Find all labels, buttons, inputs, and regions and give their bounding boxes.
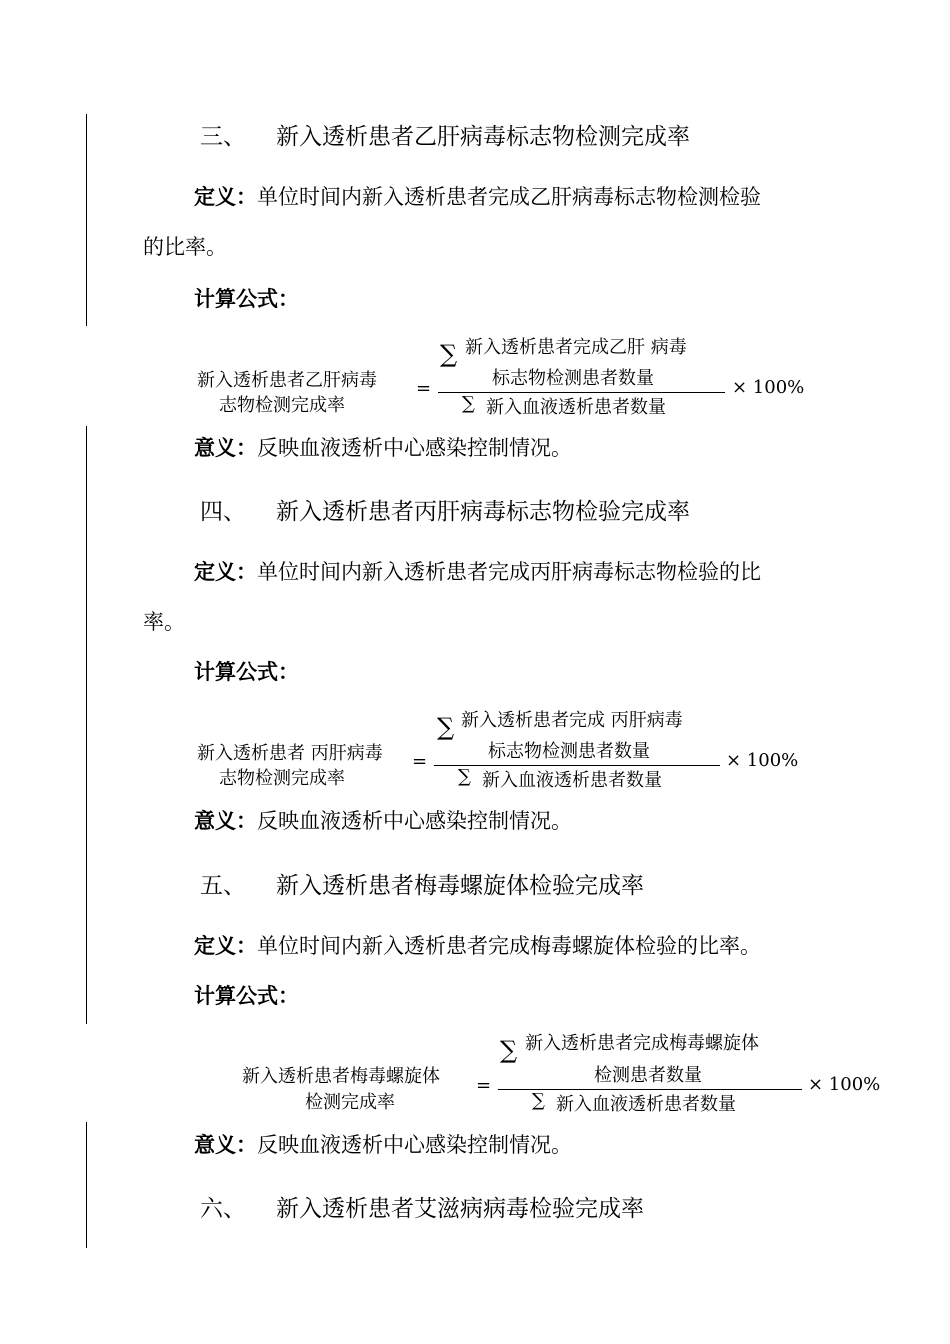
- formula-equals: =: [412, 751, 428, 772]
- section-number: 四、: [200, 499, 246, 525]
- meaning-3: [194, 432, 572, 462]
- formula-label-4: [194, 656, 299, 686]
- formula-label: 计算公式：: [194, 984, 299, 1008]
- formula-numerator-line2: 标志物检测患者数量: [492, 368, 654, 389]
- formula-label-3: [194, 283, 299, 313]
- definition-4-cont: 率。: [143, 610, 185, 634]
- formula-denominator-sigma: ∑: [458, 766, 471, 787]
- formula-lhs-line1: 新入透析患者乙肝病毒: [197, 370, 377, 391]
- meaning-label: 意义：: [194, 436, 257, 460]
- definition-text: 单位时间内新入透析患者完成丙肝病毒标志物检验的比: [257, 560, 761, 584]
- definition-3: [194, 181, 761, 211]
- formula-equals: =: [476, 1075, 492, 1096]
- formula-lhs-line1: 新入透析患者 丙肝病毒: [197, 743, 383, 764]
- meaning-label: 意义：: [194, 1133, 257, 1157]
- meaning-text: 反映血液透析中心感染控制情况。: [257, 1133, 572, 1157]
- definition-label: 定义：: [194, 560, 257, 584]
- section-number: 五、: [200, 873, 246, 899]
- formula-lhs-line2: 检测完成率: [305, 1092, 395, 1113]
- section-heading-5: [200, 867, 644, 900]
- definition-3-cont: 的比率。: [143, 235, 227, 259]
- sigma-symbol: ∑: [437, 713, 455, 741]
- formula-numerator-line2: 标志物检测患者数量: [488, 741, 650, 762]
- definition-5: [194, 930, 761, 960]
- revision-bar-1: [86, 114, 87, 326]
- definition-text: 单位时间内新入透析患者完成乙肝病毒标志物检测检验: [257, 185, 761, 209]
- definition-text: 单位时间内新入透析患者完成梅毒螺旋体检验的比率。: [257, 934, 761, 958]
- sigma-symbol: ∑: [500, 1036, 518, 1064]
- definition-label: 定义：: [194, 185, 257, 209]
- formula-label: 计算公式：: [194, 287, 299, 311]
- meaning-label: 意义：: [194, 809, 257, 833]
- formula-label: 计算公式：: [194, 660, 299, 684]
- definition-label: 定义：: [194, 934, 257, 958]
- formula-denominator: 新入血液透析患者数量: [556, 1094, 736, 1115]
- formula-equals: =: [416, 378, 432, 399]
- formula-denominator-sigma: ∑: [532, 1090, 545, 1111]
- formula-lhs-line2: 志物检测完成率: [219, 395, 345, 416]
- section-title: 新入透析患者梅毒螺旋体检验完成率: [276, 873, 644, 899]
- formula-denominator: 新入血液透析患者数量: [486, 397, 666, 418]
- formula-denominator: 新入血液透析患者数量: [482, 770, 662, 791]
- formula-label-5: [194, 980, 299, 1010]
- definition-4: [194, 556, 761, 586]
- revision-bar-3: [86, 1122, 87, 1248]
- formula-times-100: × 100%: [732, 377, 805, 398]
- meaning-4: [194, 805, 572, 835]
- formula-times-100: × 100%: [726, 750, 799, 771]
- meaning-5: [194, 1129, 572, 1159]
- section-title: 新入透析患者乙肝病毒标志物检测完成率: [276, 124, 690, 150]
- formula-numerator-line1: 新入透析患者完成乙肝 病毒: [465, 337, 687, 358]
- sigma-symbol: ∑: [440, 340, 458, 368]
- revision-bar-2: [86, 426, 87, 1024]
- meaning-text: 反映血液透析中心感染控制情况。: [257, 809, 572, 833]
- section-title: 新入透析患者艾滋病病毒检验完成率: [276, 1196, 644, 1222]
- formula-numerator-line1: 新入透析患者完成 丙肝病毒: [461, 710, 683, 731]
- formula-times-100: × 100%: [808, 1074, 881, 1095]
- section-heading-4: [200, 493, 690, 526]
- formula-numerator-line1: 新入透析患者完成梅毒螺旋体: [525, 1033, 759, 1054]
- section-heading-6: [200, 1190, 644, 1223]
- formula-lhs-line2: 志物检测完成率: [219, 768, 345, 789]
- section-title: 新入透析患者丙肝病毒标志物检验完成率: [276, 499, 690, 525]
- meaning-text: 反映血液透析中心感染控制情况。: [257, 436, 572, 460]
- section-number: 六、: [200, 1196, 246, 1222]
- formula-lhs-line1: 新入透析患者梅毒螺旋体: [242, 1066, 440, 1087]
- formula-denominator-sigma: ∑: [462, 393, 475, 414]
- section-number: 三、: [200, 124, 246, 150]
- formula-numerator-line2: 检测患者数量: [594, 1065, 702, 1086]
- section-heading-3: [200, 118, 690, 151]
